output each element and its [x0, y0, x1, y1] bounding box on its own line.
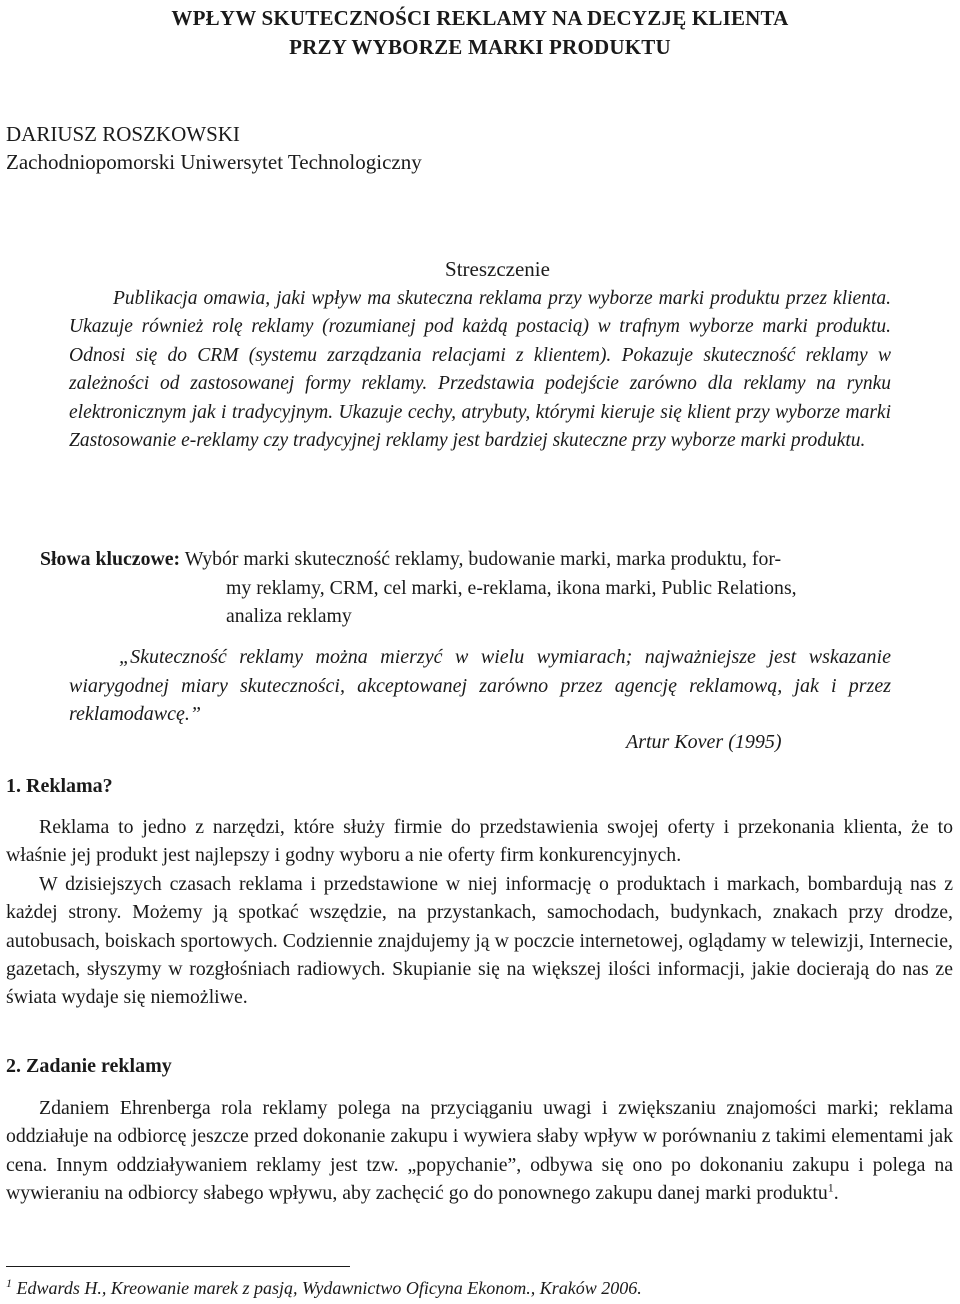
section-2-heading: 2. Zadanie reklamy [6, 1055, 172, 1077]
footnote-reference: 1 [827, 1180, 834, 1195]
section-1-paragraph-2: W dzisiejszych czasach reklama i przedstawione w niej informację o produktach i markach, bombardują nas z każdej strony. Możemy ją spotkać wszędzie, na przystankach, samochodach, budynkach, znakach przy drodze, autobusach, boiskach sportowych. Codziennie znajdujemy ją w poczcie internetowej, oglądamy w telewizji, Internecie, gazetach, słyszymy w rozgłośniach radiowych. Skupianie się na większej ilości informacji, jakie docierają do nas ze świata wydaje się niemożliwe. [6, 872, 953, 1009]
epigraph-text: „Skuteczność reklamy można mierzyć w wielu wymiarach; najważniejsze jest wskazanie wiarygodnej miary skuteczności, akceptowanej zarówno przez agencję reklamową, jak i przez reklamodawcę.” [69, 646, 891, 725]
epigraph-quote [69, 643, 891, 729]
author-name: DARIUSZ ROSZKOWSKI [6, 122, 240, 146]
section-1-heading: 1. Reklama? [6, 775, 113, 797]
keywords-line-2: my reklamy, CRM, cel marki, e-reklama, ikona marki, Public Relations, [226, 576, 797, 599]
keywords-line-1: Wybór marki skuteczność reklamy, budowanie marki, marka produktu, for- [184, 548, 782, 570]
keywords-label: Słowa kluczowe: [40, 548, 181, 570]
article-title-line-2: PRZY WYBORZE MARKI PRODUKTU [289, 35, 671, 59]
section-1-body [6, 813, 953, 1012]
abstract-text: Publikacja omawia, jaki wpływ ma skuteczna reklama przy wyborze marki produktu przez klienta. Ukazuje również rolę reklamy (rozumianej pod każdą postacią) w trafnym wyborze marki produktu. Odnosi się do CRM (systemu zarządzania relacjami z klientem). Pokazuje skuteczność reklamy w zależności od zastosowanej formy reklamy. Przedstawia podejście zarówno dla reklamy na rynku elektronicznym jak i tradycyjnym. Ukazuje cechy, atrybuty, którymi kieruje się klient przy wyborze marki Zastosowanie e-reklamy czy tradycyjnej reklamy jest bardziej skuteczne przy wyborze marki produktu. [69, 288, 891, 452]
section-2-paragraph-1-text: Zdaniem Ehrenberga rola reklamy polega na przyciąganiu uwagi i zwiększaniu znajomości marki; reklama oddziałuje na odbiorcę jeszcze przed dokonanie zakupu i wywiera słaby wpływ w porównaniu z takimi elementami jak cena. Innym oddziaływaniem reklamy jest tzw. „popychanie”, odbywa się ono po dokonaniu zakupu i polega na wywieraniu na odbiorcy słabego wpływu, aby zachęcić go do ponownego zakupu danej marki produktu [6, 1097, 953, 1205]
article-title [0, 4, 960, 62]
author-block [6, 120, 422, 176]
footnote-number: 1 [6, 1276, 12, 1290]
abstract-heading: Streszczenie [445, 257, 550, 281]
author-affiliation: Zachodniopomorski Uniwersytet Technologiczny [6, 150, 422, 174]
section-2-paragraph-1-end: . [833, 1182, 839, 1205]
epigraph-author: Artur Kover (1995) [626, 731, 782, 753]
footnote [6, 1276, 642, 1300]
keywords-block [40, 545, 940, 631]
section-2-paragraph-1 [6, 1094, 953, 1208]
abstract-body [69, 285, 891, 455]
section-1-paragraph-1: Reklama to jedno z narzędzi, które służy firmie do przedstawienia swojej oferty i przekonania klienta, że to właśnie jej produkt jest najlepszy i godny wyboru a nie oferty firm konkurencyjnych. [6, 816, 953, 867]
section-2-body [6, 1094, 953, 1208]
keywords-line-3: analiza reklamy [226, 605, 352, 627]
footnote-text: Edwards H., Kreowanie marek z pasją, Wydawnictwo Oficyna Ekonom., Kraków 2006. [12, 1278, 642, 1298]
article-title-line-1: WPŁYW SKUTECZNOŚCI REKLAMY NA DECYZJĘ KLIENTA [171, 6, 789, 30]
footnote-separator [6, 1266, 350, 1267]
